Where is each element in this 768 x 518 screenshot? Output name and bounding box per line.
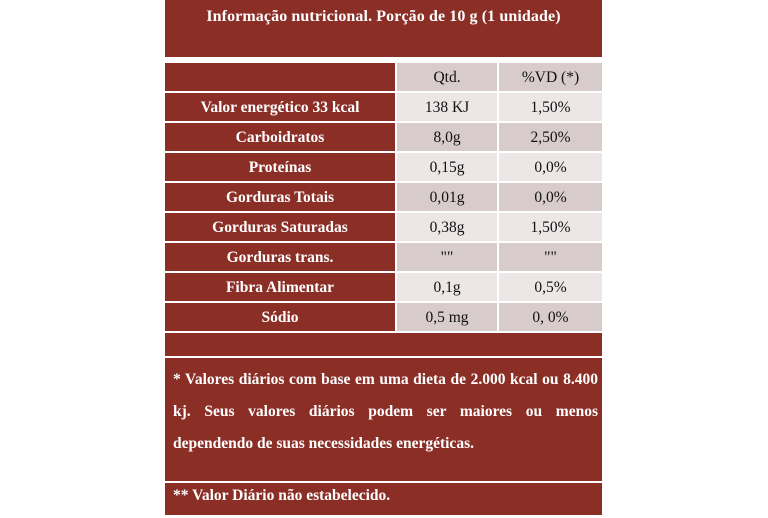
row-vd: 0,0% [499,183,602,211]
table-row [165,273,602,301]
row-vd: 1,50% [499,213,602,241]
footnote2-text: ** Valor Diário não estabelecido. [173,487,391,504]
footnote-text: * Valores diários com base em uma dieta de 2.000 kcal ou 8.400 kj. Seus valores diários podem ser maiores ou menos dependendo de suas necessidades energéticas. [173,371,598,452]
row-qty: "" [397,243,497,271]
row-label: Fibra Alimentar [165,273,395,301]
table-row [165,123,602,151]
row-vd: 0, 0% [499,303,602,331]
spacer-bar [165,333,602,356]
row-label: Gorduras Saturadas [165,213,395,241]
header-qty: Qtd. [397,63,497,91]
row-label: Sódio [165,303,395,331]
table-row [165,303,602,331]
footnote-box [165,358,602,481]
footnote2-box [165,483,602,515]
row-qty: 0,38g [397,213,497,241]
row-qty: 0,01g [397,183,497,211]
row-vd: 0,0% [499,153,602,181]
header-vd: %VD (*) [499,63,602,91]
table-row [165,183,602,211]
row-vd: 1,50% [499,93,602,121]
row-qty: 138 KJ [397,93,497,121]
table-row [165,153,602,181]
table-row [165,93,602,121]
row-label: Carboidratos [165,123,395,151]
row-vd: "" [499,243,602,271]
row-qty: 0,15g [397,153,497,181]
row-label: Valor energético 33 kcal [165,93,395,121]
row-label: Proteínas [165,153,395,181]
header-row [165,63,602,91]
row-qty: 8,0g [397,123,497,151]
row-label: Gorduras Totais [165,183,395,211]
row-vd: 2,50% [499,123,602,151]
table-title: Informação nutricional. Porção de 10 g (1 unidade) [206,8,561,25]
nutrition-table [165,0,602,515]
row-vd: 0,5% [499,273,602,301]
header-label-cell [165,63,395,91]
row-qty: 0,5 mg [397,303,497,331]
table-row [165,243,602,271]
row-qty: 0,1g [397,273,497,301]
row-label: Gorduras trans. [165,243,395,271]
title-bar [165,0,602,57]
table-row [165,213,602,241]
